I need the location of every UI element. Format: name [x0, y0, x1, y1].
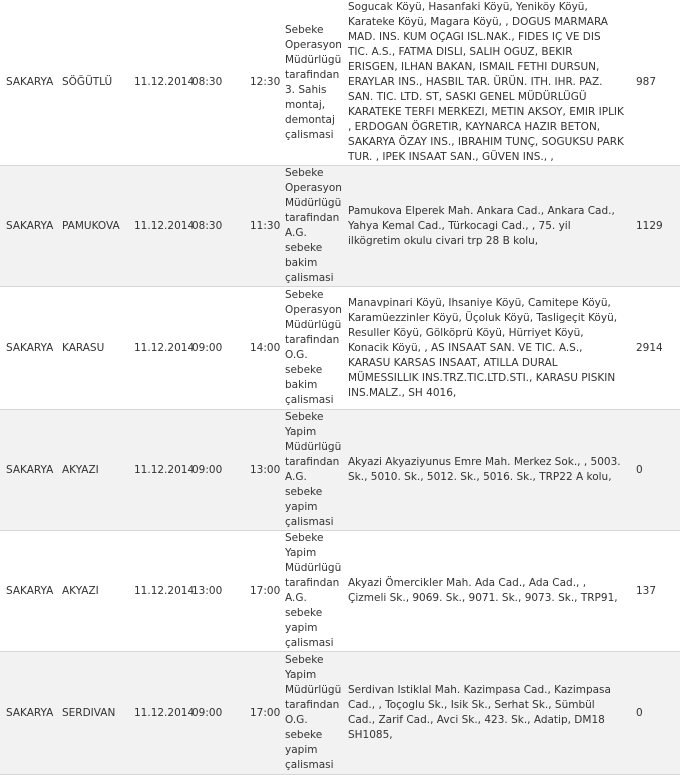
province-cell: SAKARYA: [0, 410, 56, 531]
affected-count-cell: 1129: [628, 166, 680, 287]
table-row: [0, 0, 680, 166]
province-cell: SAKARYA: [0, 652, 56, 775]
date-cell: 11.12.2014: [128, 531, 186, 652]
start-time-cell: 09:00: [186, 410, 244, 531]
affected-area-cell: Serdivan Istiklal Mah. Kazimpasa Cad., Kazimpasa Cad., , Toçoglu Sk., Isik Sk., Serhat Sk., Sümbül Cad., Zarif Cad., Avci Sk., 423. Sk., Adatip, DM18 SH1085,: [344, 652, 628, 775]
work-description-cell: Sebeke Yapim Müdürlügü tarafindan O.G. sebeke yapim çalismasi: [279, 652, 344, 775]
work-description-cell: Sebeke Operasyon Müdürlügü tarafindan 3. Sahis montaj, demontaj çalismasi: [279, 0, 344, 166]
affected-area-cell: Manavpinari Köyü, Ihsaniye Köyü, Camitepe Köyü, Karamüezzinler Köyü, Üçoluk Köyü, Tasligeçit Köyü, Resuller Köyü, Gölköprü Köyü, Hürriyet Köyü, Konacik Köyü, , AS INSAAT SAN. VE TIC. A.S., KARASU KARSAS INSAAT, ATILLA DURAL MÜMESSILLIK INS.TRZ.TIC.LTD.STI., KARASU PISKIN INS.MALZ., SH 4016,: [344, 287, 628, 410]
district-cell: KARASU: [56, 287, 128, 410]
start-time-cell: 09:00: [186, 287, 244, 410]
affected-count-cell: 137: [628, 531, 680, 652]
start-time-cell: 08:30: [186, 0, 244, 166]
start-time-cell: 13:00: [186, 531, 244, 652]
table-row: [0, 166, 680, 287]
date-cell: 11.12.2014: [128, 0, 186, 166]
date-cell: 11.12.2014: [128, 410, 186, 531]
table-row: [0, 287, 680, 410]
affected-count-cell: 2914: [628, 287, 680, 410]
table-row: [0, 652, 680, 775]
affected-area-cell: Sogucak Köyü, Hasanfaki Köyü, Yeniköy Köyü, Karateke Köyü, Magara Köyü, , DOGUS MARMARA MAD. INS. KUM OÇAGI ISL.NAK., FIDES IÇ VE DIS TIC. A.S., FATMA DISLI, SALIH OGUZ, BEKIR ERISGEN, ILHAN BAKAN, ISMAIL FETHI DURSUN, ERAYLAR INS., HASBIL TAR. ÜRÜN. ITH. IHR. PAZ. SAN. TIC. LTD. ST, SASKI GENEL MÜDÜRLÜGÜ KARATEKE TERFI MERKEZI, METIN AKSOY, EMIR IPLIK , ERDOGAN ÖGRETIR, KAYNARCA HAZIR BETON, SAKARYA ÖZAY INS., IBRAHIM TUNÇ, SOGUKSU PARK TUR. , IPEK INSAAT SAN., GÜVEN INS., ,: [344, 0, 628, 166]
district-cell: AKYAZI: [56, 410, 128, 531]
start-time-cell: 08:30: [186, 166, 244, 287]
district-cell: SÖĞÜTLÜ: [56, 0, 128, 166]
affected-count-cell: 0: [628, 652, 680, 775]
end-time-cell: 11:30: [244, 166, 279, 287]
date-cell: 11.12.2014: [128, 166, 186, 287]
province-cell: SAKARYA: [0, 531, 56, 652]
date-cell: 11.12.2014: [128, 652, 186, 775]
end-time-cell: 13:00: [244, 410, 279, 531]
province-cell: SAKARYA: [0, 166, 56, 287]
province-cell: SAKARYA: [0, 287, 56, 410]
work-description-cell: Sebeke Yapim Müdürlügü tarafindan A.G. sebeke yapim çalismasi: [279, 410, 344, 531]
end-time-cell: 14:00: [244, 287, 279, 410]
district-cell: AKYAZI: [56, 531, 128, 652]
work-description-cell: Sebeke Operasyon Müdürlügü tarafindan A.G. sebeke bakim çalismasi: [279, 166, 344, 287]
affected-count-cell: 0: [628, 410, 680, 531]
district-cell: SERDIVAN: [56, 652, 128, 775]
affected-area-cell: Akyazi Akyaziyunus Emre Mah. Merkez Sok., , 5003. Sk., 5010. Sk., 5012. Sk., 5016. Sk., TRP22 A kolu,: [344, 410, 628, 531]
table-row: [0, 531, 680, 652]
end-time-cell: 12:30: [244, 0, 279, 166]
date-cell: 11.12.2014: [128, 287, 186, 410]
end-time-cell: 17:00: [244, 652, 279, 775]
province-cell: SAKARYA: [0, 0, 56, 166]
district-cell: PAMUKOVA: [56, 166, 128, 287]
affected-area-cell: Pamukova Elperek Mah. Ankara Cad., Ankara Cad., Yahya Kemal Cad., Türkocagi Cad., , 75. yil ilkögretim okulu civari trp 28 B kolu,: [344, 166, 628, 287]
table-row: [0, 410, 680, 531]
work-description-cell: Sebeke Yapim Müdürlügü tarafindan A.G. sebeke yapim çalismasi: [279, 531, 344, 652]
end-time-cell: 17:00: [244, 531, 279, 652]
affected-area-cell: Akyazi Ömercikler Mah. Ada Cad., Ada Cad., , Çizmeli Sk., 9069. Sk., 9071. Sk., 9073. Sk., TRP91,: [344, 531, 628, 652]
work-description-cell: Sebeke Operasyon Müdürlügü tarafindan O.G. sebeke bakim çalismasi: [279, 287, 344, 410]
start-time-cell: 09:00: [186, 652, 244, 775]
affected-count-cell: 987: [628, 0, 680, 166]
